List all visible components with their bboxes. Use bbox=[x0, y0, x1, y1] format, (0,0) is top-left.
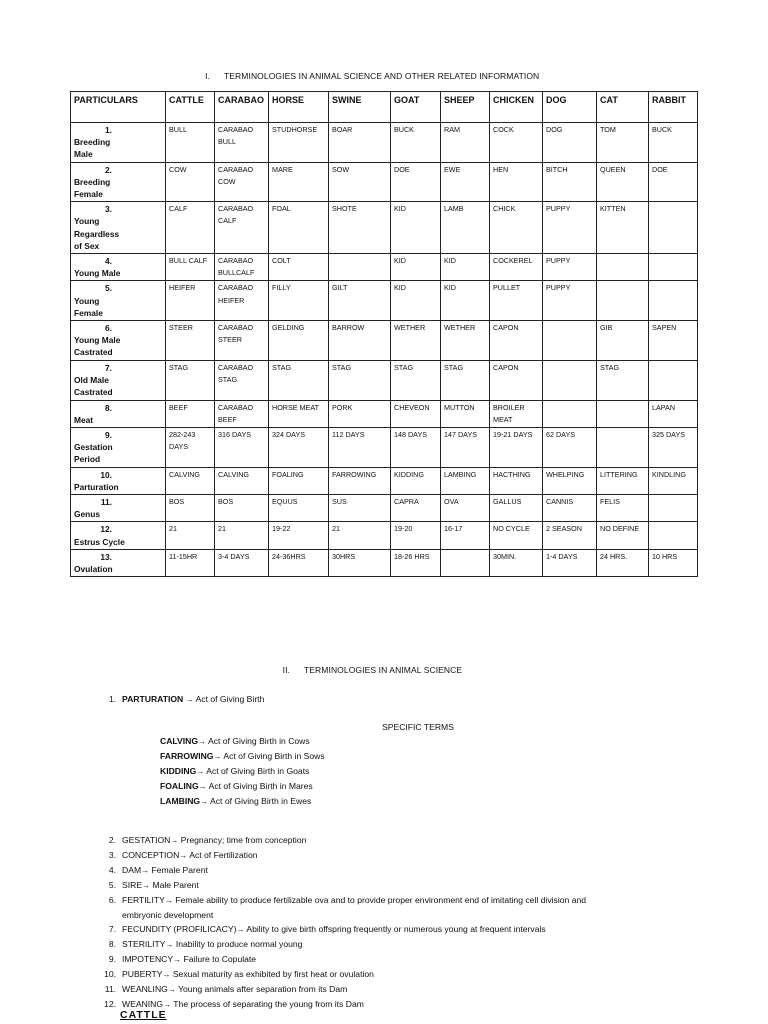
table-cell bbox=[329, 254, 391, 281]
table-cell: BULL CALF bbox=[166, 254, 215, 281]
table-cell: PORK bbox=[329, 400, 391, 427]
particular-label: Ovulation bbox=[74, 564, 113, 575]
particular-label: Gestation Period bbox=[74, 442, 113, 465]
column-header: SWINE bbox=[329, 92, 391, 123]
definition-text: Female ability to produce fertilizable ova and to provide proper environment end of imitating cell division and bbox=[172, 895, 587, 905]
definition-item bbox=[100, 997, 586, 1012]
section-1-heading: TERMINOLOGIES IN ANIMAL SCIENCE AND OTHER RELATED INFORMATION bbox=[224, 71, 540, 81]
arrow-icon: → bbox=[141, 866, 150, 875]
table-cell: STAG bbox=[329, 361, 391, 401]
table-cell: CHICK bbox=[490, 202, 543, 254]
parturation-term: PARTURATION bbox=[122, 694, 184, 704]
section-2-heading: TERMINOLOGIES IN ANIMAL SCIENCE bbox=[304, 665, 463, 675]
table-cell: CARABAO BEEF bbox=[215, 400, 269, 427]
column-header: PARTICULARS bbox=[71, 92, 166, 123]
table-cell bbox=[649, 202, 698, 254]
definition-term: WEANING bbox=[122, 999, 164, 1009]
table-cell: BULL bbox=[166, 123, 215, 163]
definition-item bbox=[100, 893, 586, 908]
table-cell: COCKEREL bbox=[490, 254, 543, 281]
table-cell: HEN bbox=[490, 162, 543, 202]
definition-text: Young animals after separation from its Dam bbox=[175, 984, 348, 994]
table-cell: FELIS bbox=[597, 495, 649, 522]
table-cell: DOE bbox=[391, 162, 441, 202]
arrow-icon: → bbox=[163, 1000, 172, 1009]
specific-term-item bbox=[160, 764, 325, 779]
definition-number: 4. bbox=[108, 865, 116, 875]
definition-item bbox=[100, 922, 586, 937]
table-cell: CARABAO BULL bbox=[215, 123, 269, 163]
column-header: CATTLE bbox=[166, 92, 215, 123]
particular-label: Young Regardless of Sex bbox=[74, 216, 120, 251]
table-cell: DOG bbox=[543, 123, 597, 163]
table-cell: 30MIN. bbox=[490, 549, 543, 576]
table-cell: 1-4 DAYS bbox=[543, 549, 597, 576]
table-cell: 3-4 DAYS bbox=[215, 549, 269, 576]
table-cell: KINDLING bbox=[649, 467, 698, 494]
definition-text: Pregnancy; time from conception bbox=[178, 835, 307, 845]
table-cell: 21 bbox=[329, 522, 391, 549]
table-cell: BUCK bbox=[649, 123, 698, 163]
table-cell: 24-36HRS bbox=[269, 549, 329, 576]
particular-cell bbox=[71, 281, 166, 321]
parturation-def: Act of Giving Birth bbox=[195, 694, 265, 704]
table-cell: NO DEFINE bbox=[597, 522, 649, 549]
table-cell: 2 SEASON bbox=[543, 522, 597, 549]
definition-text: Act of Fertilization bbox=[187, 850, 258, 860]
definition-text: Failure to Copulate bbox=[181, 954, 257, 964]
arrow-icon: → bbox=[179, 851, 188, 860]
table-header-row bbox=[71, 92, 698, 123]
particular-number: 11. bbox=[100, 497, 112, 508]
arrow-icon: → bbox=[213, 752, 222, 761]
definition-term: STERILITY bbox=[122, 939, 166, 949]
definition-item bbox=[100, 952, 586, 967]
table-cell: KID bbox=[391, 281, 441, 321]
arrow-icon: → bbox=[164, 896, 173, 905]
table-cell: NO CYCLE bbox=[490, 522, 543, 549]
arrow-icon: → bbox=[200, 797, 209, 806]
specific-term-def: Act of Giving Birth in Goats bbox=[204, 766, 310, 776]
table-cell: WETHER bbox=[391, 321, 441, 361]
table-cell: CARABAO BULLCALF bbox=[215, 254, 269, 281]
table-cell: BOAR bbox=[329, 123, 391, 163]
definition-number: 11. bbox=[104, 984, 116, 994]
particular-number: 4. bbox=[105, 256, 112, 267]
table-cell: BEEF bbox=[166, 400, 215, 427]
table-cell: 18-26 HRS bbox=[391, 549, 441, 576]
column-header: SHEEP bbox=[441, 92, 490, 123]
table-cell bbox=[649, 361, 698, 401]
particular-cell bbox=[71, 428, 166, 468]
arrow-icon: → bbox=[170, 836, 179, 845]
definition-term: IMPOTENCY bbox=[122, 954, 174, 964]
table-cell bbox=[649, 281, 698, 321]
table-cell: WETHER bbox=[441, 321, 490, 361]
definition-number: 5. bbox=[108, 880, 116, 890]
particular-number: 1. bbox=[105, 125, 112, 135]
specific-term-item bbox=[160, 794, 325, 809]
table-cell: CALVING bbox=[166, 467, 215, 494]
table-cell: CAPON bbox=[490, 321, 543, 361]
particular-label: Breeding Male bbox=[74, 137, 111, 160]
table-cell: RAM bbox=[441, 123, 490, 163]
particular-number: 6. bbox=[105, 323, 112, 334]
table-cell: 10 HRS bbox=[649, 549, 698, 576]
table-cell: LITTERING bbox=[597, 467, 649, 494]
table-cell bbox=[441, 549, 490, 576]
arrow-icon: → bbox=[185, 695, 194, 704]
table-cell: FARROWING bbox=[329, 467, 391, 494]
definition-number: 8. bbox=[108, 939, 116, 949]
table-cell: 324 DAYS bbox=[269, 428, 329, 468]
specific-term-def: Act of Giving Birth in Ewes bbox=[208, 796, 312, 806]
table-cell: 148 DAYS bbox=[391, 428, 441, 468]
table-cell: 16-17 bbox=[441, 522, 490, 549]
particular-cell bbox=[71, 162, 166, 202]
specific-term-item bbox=[160, 734, 325, 749]
particular-label: Young Male bbox=[74, 268, 121, 279]
table-cell: 21 bbox=[166, 522, 215, 549]
particular-label: Estrus Cycle bbox=[74, 536, 125, 547]
particular-label: Old Male Castrated bbox=[74, 375, 113, 398]
table-cell: FILLY bbox=[269, 281, 329, 321]
particular-number: 5. bbox=[105, 283, 112, 294]
table-cell: SAPEN bbox=[649, 321, 698, 361]
table-cell: PUPPY bbox=[543, 281, 597, 321]
particular-cell bbox=[71, 400, 166, 427]
table-row bbox=[71, 123, 698, 163]
table-cell: CARABAO COW bbox=[215, 162, 269, 202]
definitions-list bbox=[100, 833, 586, 1012]
table-cell: 147 DAYS bbox=[441, 428, 490, 468]
table-cell: 62 DAYS bbox=[543, 428, 597, 468]
section-1-numeral: I. bbox=[205, 71, 210, 81]
definition-text: Inability to produce normal young bbox=[173, 939, 303, 949]
specific-terms-heading: SPECIFIC TERMS bbox=[382, 722, 454, 732]
definition-number: 10. bbox=[104, 969, 116, 979]
table-cell: OVA bbox=[441, 495, 490, 522]
column-header: HORSE bbox=[269, 92, 329, 123]
table-cell: FOALING bbox=[269, 467, 329, 494]
definition-item bbox=[100, 833, 586, 848]
specific-term-def: Act of Giving Birth in Sows bbox=[221, 751, 325, 761]
definition-item bbox=[100, 848, 586, 863]
specific-term: CALVING bbox=[160, 736, 199, 746]
table-cell: 19-21 DAYS bbox=[490, 428, 543, 468]
table-row bbox=[71, 254, 698, 281]
definition-text: Male Parent bbox=[150, 880, 199, 890]
table-cell: MARE bbox=[269, 162, 329, 202]
definition-item bbox=[100, 967, 586, 982]
table-cell: LAMB bbox=[441, 202, 490, 254]
table-cell bbox=[543, 361, 597, 401]
definition-item bbox=[100, 982, 586, 997]
table-cell bbox=[597, 400, 649, 427]
table-cell: CARABAO STAG bbox=[215, 361, 269, 401]
table-cell: BARROW bbox=[329, 321, 391, 361]
table-cell: EQUUS bbox=[269, 495, 329, 522]
definition-term: GESTATION bbox=[122, 835, 171, 845]
definition-term: SIRE bbox=[122, 880, 143, 890]
table-cell: CALF bbox=[166, 202, 215, 254]
table-cell: STEER bbox=[166, 321, 215, 361]
column-header: CHICKEN bbox=[490, 92, 543, 123]
column-header: RABBIT bbox=[649, 92, 698, 123]
definition-term: FECUNDITY (PROFILICACY) bbox=[122, 924, 237, 934]
table-cell: PULLET bbox=[490, 281, 543, 321]
terminology-table-wrapper bbox=[70, 91, 698, 577]
table-cell: COCK bbox=[490, 123, 543, 163]
table-cell: COLT bbox=[269, 254, 329, 281]
arrow-icon: → bbox=[173, 955, 182, 964]
terminology-table bbox=[70, 91, 698, 577]
particular-number: 9. bbox=[105, 430, 112, 441]
definition-number: 9. bbox=[108, 954, 116, 964]
parturation-number: 1. bbox=[108, 694, 116, 704]
table-cell: BROILER MEAT bbox=[490, 400, 543, 427]
definition-item bbox=[100, 878, 586, 893]
table-cell: 112 DAYS bbox=[329, 428, 391, 468]
table-cell: TOM bbox=[597, 123, 649, 163]
particular-label: Parturation bbox=[74, 481, 119, 492]
table-row bbox=[71, 202, 698, 254]
specific-term: FOALING bbox=[160, 781, 199, 791]
table-cell: 19-20 bbox=[391, 522, 441, 549]
table-cell: 316 DAYS bbox=[215, 428, 269, 468]
table-row bbox=[71, 162, 698, 202]
definition-number: 3. bbox=[108, 850, 116, 860]
arrow-icon: → bbox=[236, 925, 245, 934]
particular-label: Breeding Female bbox=[74, 176, 111, 200]
section-2-numeral: II. bbox=[282, 665, 290, 675]
table-cell: 282-243 DAYS bbox=[166, 428, 215, 468]
definition-item bbox=[100, 937, 586, 952]
table-cell: KITTEN bbox=[597, 202, 649, 254]
table-row bbox=[71, 321, 698, 361]
particular-label: Genus bbox=[74, 509, 101, 520]
table-cell: SOW bbox=[329, 162, 391, 202]
particular-number: 13. bbox=[100, 551, 112, 562]
table-cell: 11-15HR bbox=[166, 549, 215, 576]
definition-continuation: embryonic development bbox=[122, 910, 214, 920]
particular-cell bbox=[71, 467, 166, 494]
table-cell: CANNIS bbox=[543, 495, 597, 522]
definition-term: FERTILITY bbox=[122, 895, 165, 905]
table-cell: GIB bbox=[597, 321, 649, 361]
table-cell: WHELPING bbox=[543, 467, 597, 494]
arrow-icon: → bbox=[167, 985, 176, 994]
section-1-title bbox=[174, 71, 539, 81]
table-cell: DOE bbox=[649, 162, 698, 202]
definition-term: PUBERTY bbox=[122, 969, 163, 979]
definition-number: 6. bbox=[108, 895, 116, 905]
particular-cell bbox=[71, 202, 166, 254]
definition-term: DAM bbox=[122, 865, 142, 875]
table-cell: KID bbox=[391, 254, 441, 281]
table-cell bbox=[649, 522, 698, 549]
table-row bbox=[71, 549, 698, 576]
particular-number: 7. bbox=[105, 363, 112, 374]
table-cell: STAG bbox=[597, 361, 649, 401]
table-row bbox=[71, 361, 698, 401]
particular-cell bbox=[71, 254, 166, 281]
table-cell: GILT bbox=[329, 281, 391, 321]
table-cell: GALLUS bbox=[490, 495, 543, 522]
particular-number: 8. bbox=[105, 402, 112, 413]
table-cell: KIDDING bbox=[391, 467, 441, 494]
table-cell: CARABAO HEIFER bbox=[215, 281, 269, 321]
table-cell: GELDING bbox=[269, 321, 329, 361]
table-cell: BOS bbox=[166, 495, 215, 522]
table-cell: PUPPY bbox=[543, 202, 597, 254]
particular-cell bbox=[71, 495, 166, 522]
particular-number: 3. bbox=[105, 204, 112, 215]
table-cell bbox=[597, 281, 649, 321]
parturation-definition bbox=[100, 692, 264, 707]
particular-cell bbox=[71, 522, 166, 549]
table-cell: BOS bbox=[215, 495, 269, 522]
specific-terms-list bbox=[160, 734, 325, 809]
specific-term: KIDDING bbox=[160, 766, 197, 776]
table-cell: CARABAO CALF bbox=[215, 202, 269, 254]
table-cell bbox=[649, 495, 698, 522]
particular-cell bbox=[71, 123, 166, 163]
table-cell: LAMBING bbox=[441, 467, 490, 494]
arrow-icon: → bbox=[198, 782, 207, 791]
table-cell: BUCK bbox=[391, 123, 441, 163]
definition-text: Female Parent bbox=[149, 865, 208, 875]
particular-cell bbox=[71, 361, 166, 401]
arrow-icon: → bbox=[198, 737, 207, 746]
table-cell: KID bbox=[441, 281, 490, 321]
table-cell bbox=[543, 321, 597, 361]
definition-text: Sexual maturity as exhibited by first heat or ovulation bbox=[170, 969, 374, 979]
definition-number: 2. bbox=[108, 835, 116, 845]
particular-cell bbox=[71, 549, 166, 576]
particular-label: Young Female bbox=[74, 295, 103, 318]
section-2-title bbox=[254, 665, 462, 675]
particular-cell bbox=[71, 321, 166, 361]
table-cell: 30HRS bbox=[329, 549, 391, 576]
specific-term-item bbox=[160, 749, 325, 764]
particular-number: 12. bbox=[100, 524, 112, 535]
table-cell: STAG bbox=[269, 361, 329, 401]
table-cell: CARABAO STEER bbox=[215, 321, 269, 361]
table-cell bbox=[597, 428, 649, 468]
particular-number: 10. bbox=[100, 469, 112, 480]
specific-term-def: Act of Giving Birth in Cows bbox=[206, 736, 310, 746]
table-cell: EWE bbox=[441, 162, 490, 202]
table-cell: COW bbox=[166, 162, 215, 202]
table-cell: 19-22 bbox=[269, 522, 329, 549]
table-cell: 24 HRS. bbox=[597, 549, 649, 576]
table-cell: HEIFER bbox=[166, 281, 215, 321]
particular-label: Meat bbox=[74, 414, 94, 425]
arrow-icon: → bbox=[165, 940, 174, 949]
arrow-icon: → bbox=[162, 970, 171, 979]
table-cell: 325 DAYS bbox=[649, 428, 698, 468]
table-cell: HORSE MEAT bbox=[269, 400, 329, 427]
table-cell: SHOTE bbox=[329, 202, 391, 254]
column-header: GOAT bbox=[391, 92, 441, 123]
definition-item bbox=[100, 863, 586, 878]
table-cell: FOAL bbox=[269, 202, 329, 254]
particular-label: Young Male Castrated bbox=[74, 335, 121, 358]
table-cell: HACTHING bbox=[490, 467, 543, 494]
definition-term: WEANLING bbox=[122, 984, 168, 994]
table-row bbox=[71, 428, 698, 468]
table-cell: STAG bbox=[391, 361, 441, 401]
table-cell: PUPPY bbox=[543, 254, 597, 281]
table-cell: STAG bbox=[166, 361, 215, 401]
table-cell: CALVING bbox=[215, 467, 269, 494]
table-cell: STUDHORSE bbox=[269, 123, 329, 163]
definition-text: The process of separating the young from its Dam bbox=[171, 999, 364, 1009]
specific-term-item bbox=[160, 779, 325, 794]
particular-number: 2. bbox=[105, 164, 112, 175]
table-cell bbox=[597, 254, 649, 281]
table-cell: CHEVEON bbox=[391, 400, 441, 427]
column-header: CARABAO bbox=[215, 92, 269, 123]
arrow-icon: → bbox=[142, 881, 151, 890]
table-cell: LAPAN bbox=[649, 400, 698, 427]
table-cell: QUEEN bbox=[597, 162, 649, 202]
definition-text: Ability to give birth offspring frequently or numerous young at frequent intervals bbox=[244, 924, 546, 934]
specific-term-def: Act of Giving Birth in Mares bbox=[206, 781, 313, 791]
column-header: DOG bbox=[543, 92, 597, 123]
table-cell: SUS bbox=[329, 495, 391, 522]
table-row bbox=[71, 522, 698, 549]
table-cell: BITCH bbox=[543, 162, 597, 202]
table-cell: CAPRA bbox=[391, 495, 441, 522]
table-cell bbox=[649, 254, 698, 281]
table-cell: KID bbox=[391, 202, 441, 254]
arrow-icon: → bbox=[196, 767, 205, 776]
table-cell: CAPON bbox=[490, 361, 543, 401]
table-row bbox=[71, 281, 698, 321]
table-cell: KID bbox=[441, 254, 490, 281]
table-cell: STAG bbox=[441, 361, 490, 401]
definition-number: 12. bbox=[104, 999, 116, 1009]
table-cell: 21 bbox=[215, 522, 269, 549]
table-row bbox=[71, 495, 698, 522]
table-cell: MUTTON bbox=[441, 400, 490, 427]
column-header: CAT bbox=[597, 92, 649, 123]
specific-term: FARROWING bbox=[160, 751, 214, 761]
table-cell bbox=[543, 400, 597, 427]
specific-term: LAMBING bbox=[160, 796, 201, 806]
definition-number: 7. bbox=[108, 924, 116, 934]
definition-term: CONCEPTION bbox=[122, 850, 180, 860]
table-row bbox=[71, 467, 698, 494]
cattle-heading: CATTLE bbox=[120, 1009, 167, 1021]
table-row bbox=[71, 400, 698, 427]
